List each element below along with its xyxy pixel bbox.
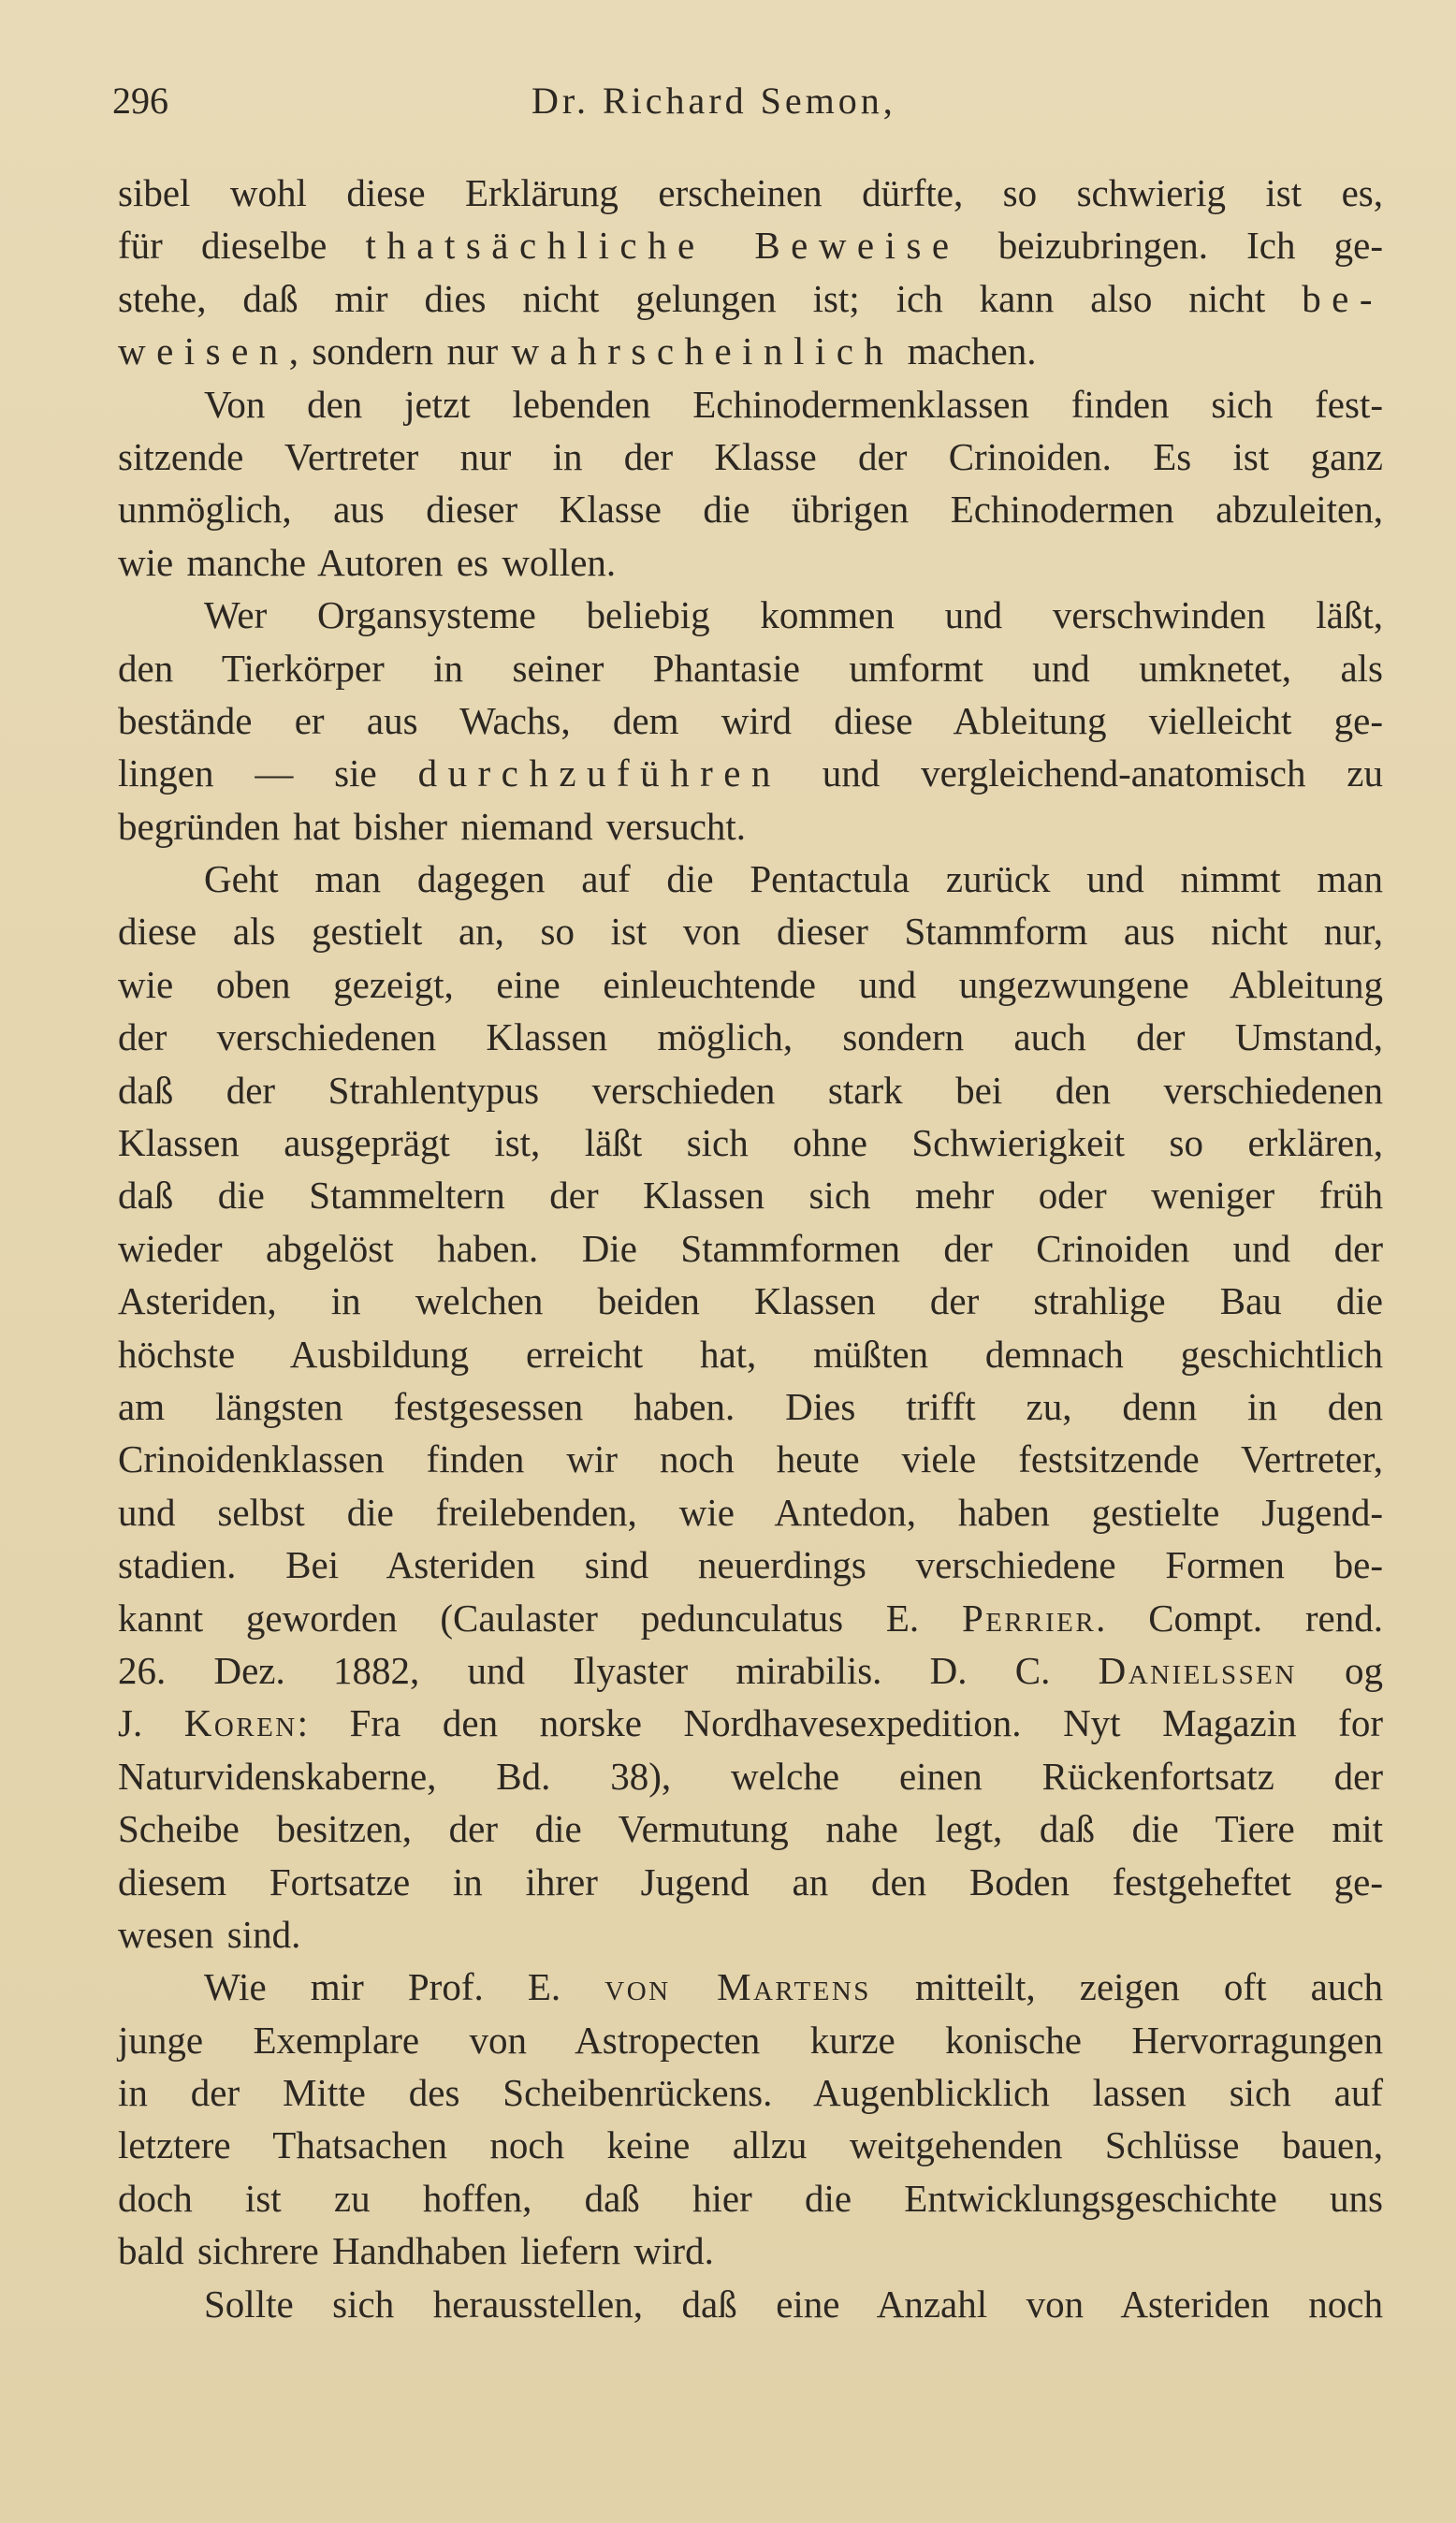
text-line [118, 958, 1383, 1011]
running-head: Dr. Richard Semon, [531, 80, 896, 122]
text-line [118, 2172, 1383, 2224]
text-line [118, 1697, 1383, 1749]
text-segment: diese als gestielt an, so ist von dieser Stammform aus nicht nur, [118, 910, 1383, 954]
text-line [118, 483, 1383, 535]
emphasized-text: thatsächliche Beweise [365, 224, 960, 268]
text-segment: . Compt. rend. [1096, 1596, 1384, 1640]
text-line [118, 589, 1383, 641]
text-segment: bald sichrere Handhaben liefern wird. [118, 2229, 714, 2273]
text-line [118, 694, 1383, 747]
text-line [118, 536, 1383, 589]
text-line [118, 1275, 1383, 1327]
text-line [118, 1856, 1383, 1908]
text-segment: diesem Fortsatze in ihrer Jugend an den Boden festgeheftet ge- [118, 1859, 1383, 1903]
text-segment: in der Mitte des Scheibenrückens. Augenblicklich lassen sich auf [118, 2071, 1383, 2115]
text-segment: stehe, daß mir dies nicht gelungen ist; ich kann also nicht [118, 276, 1303, 320]
text-segment: wesen sind. [118, 1912, 301, 1956]
emphasized-text: wahrscheinlich [511, 329, 895, 373]
text-segment: : Fra den norske Nordhavesexpedition. Nyt Magazin for [297, 1701, 1383, 1745]
text-segment: begründen hat bisher niemand versucht. [118, 804, 747, 848]
text-line [118, 905, 1383, 957]
text-line [118, 2014, 1383, 2066]
text-segment: sibel wohl diese Erklärung erscheinen dürfte, so schwierig ist es, [118, 171, 1383, 214]
author-name: Koren [183, 1701, 298, 1745]
text-segment: daß die Stammeltern der Klassen sich mehr oder weniger früh [118, 1174, 1383, 1218]
text-line [118, 1486, 1383, 1539]
text-segment: Geht man dagegen auf die Pentactula zurück und nimmt man [204, 857, 1383, 901]
text-segment: Wie mir Prof. E. [204, 1965, 605, 2009]
text-line [118, 1644, 1383, 1697]
text-line [118, 272, 1383, 325]
text-segment: og [1296, 1648, 1383, 1692]
author-name: von Martens [604, 1965, 871, 2009]
text-line [118, 2119, 1383, 2171]
text-segment: und selbst die freilebenden, wie Antedon, haben gestielte Jugend- [118, 1490, 1383, 1534]
text-segment: den Tierkörper in seiner Phantasie umformt und umknetet, als [118, 646, 1383, 690]
text-line [118, 1064, 1383, 1116]
text-line [118, 2066, 1383, 2119]
text-segment: Sollte sich herausstellen, daß eine Anzahl von Asteriden noch [204, 2282, 1383, 2326]
text-segment: der verschiedenen Klassen möglich, sondern auch der Umstand, [118, 1015, 1383, 1059]
text-segment: Klassen ausgeprägt ist, läßt sich ohne Schwierigkeit so erklären, [118, 1121, 1383, 1165]
emphasized-text: durchzuführen [417, 751, 781, 795]
text-line [118, 1222, 1383, 1275]
author-name: Perrier [961, 1596, 1097, 1640]
text-segment: mitteilt, zeigen oft auch [870, 1965, 1383, 2009]
text-line [118, 2278, 1383, 2330]
emphasized-text: be- [1302, 276, 1383, 320]
text-segment: kannt geworden (Caulaster pedunculatus E. [118, 1596, 962, 1640]
text-line [118, 853, 1383, 905]
text-segment: lingen — sie [118, 751, 418, 795]
text-line [118, 430, 1383, 483]
text-segment: sitzende Vertreter nur in der Klasse der Crinoiden. Es ist ganz [118, 434, 1383, 478]
text-segment: J. [118, 1701, 184, 1745]
text-line [118, 167, 1383, 219]
text-line [118, 800, 1383, 853]
text-segment: beizubringen. Ich ge- [959, 224, 1383, 268]
text-segment: Wer Organsysteme beliebig kommen und verschwinden läßt, [204, 593, 1383, 637]
text-segment: Von den jetzt lebenden Echinodermenklassen finden sich fest- [204, 382, 1383, 426]
page-number: 296 [112, 80, 168, 122]
text-line [118, 1011, 1383, 1063]
text-segment: Asteriden, in welchen beiden Klassen der strahlige Bau die [118, 1279, 1383, 1323]
text-line [118, 378, 1383, 430]
text-segment: wie manche Autoren es wollen. [118, 540, 617, 584]
text-segment: daß der Strahlentypus verschieden stark bei den verschiedenen [118, 1068, 1383, 1112]
body-text [118, 167, 1383, 2330]
text-line [118, 747, 1383, 799]
text-segment: wieder abgelöst haben. Die Stammformen der Crinoiden und der [118, 1226, 1383, 1270]
text-segment: letztere Thatsachen noch keine allzu weitgehenden Schlüsse bauen, [118, 2123, 1383, 2167]
text-line [118, 1592, 1383, 1644]
text-line [118, 1961, 1383, 2013]
text-line [118, 1116, 1383, 1169]
text-segment: stadien. Bei Asteriden sind neuerdings verschiedene Formen be- [118, 1543, 1383, 1587]
text-line [118, 1380, 1383, 1433]
text-line [118, 1539, 1383, 1591]
text-segment: 26. Dez. 1882, und Ilyaster mirabilis. D. C. [118, 1648, 1099, 1692]
text-line [118, 2224, 1383, 2277]
text-line [118, 325, 1383, 377]
text-segment: bestände er aus Wachs, dem wird diese Ableitung vielleicht ge- [118, 698, 1383, 742]
text-segment: für dieselbe [118, 224, 366, 268]
text-segment: am längsten festgesessen haben. Dies trifft zu, denn in den [118, 1384, 1383, 1428]
text-line [118, 1908, 1383, 1961]
emphasized-text: weisen [118, 329, 289, 373]
text-segment: Scheibe besitzen, der die Vermutung nahe legt, daß die Tiere mit [118, 1807, 1383, 1851]
text-line [118, 1328, 1383, 1380]
author-name: Danielssen [1098, 1648, 1297, 1692]
text-line [118, 219, 1383, 271]
text-segment: doch ist zu hoffen, daß hier die Entwicklungsgeschichte uns [118, 2176, 1383, 2220]
text-segment: , sondern nur [288, 329, 512, 373]
text-line [118, 1802, 1383, 1855]
text-segment: junge Exemplare von Astropecten kurze konische Hervorragungen [118, 2018, 1383, 2062]
text-segment: wie oben gezeigt, eine einleuchtende und ungezwungene Ableitung [118, 962, 1383, 1006]
text-segment: machen. [894, 329, 1037, 373]
text-line [118, 1750, 1383, 1802]
text-segment: höchste Ausbildung erreicht hat, müßten demnach geschichtlich [118, 1332, 1383, 1376]
text-segment: unmöglich, aus dieser Klasse die übrigen Echinodermen abzuleiten, [118, 488, 1383, 532]
text-segment: Naturvidenskaberne, Bd. 38), welche einen Rückenfortsatz der [118, 1754, 1383, 1798]
text-line [118, 1433, 1383, 1485]
text-line [118, 1169, 1383, 1221]
text-segment: und vergleichend-anatomisch zu [780, 751, 1384, 795]
text-segment: Crinoidenklassen finden wir noch heute viele festsitzende Vertreter, [118, 1437, 1383, 1481]
page-header [112, 79, 1419, 135]
text-line [118, 642, 1383, 694]
